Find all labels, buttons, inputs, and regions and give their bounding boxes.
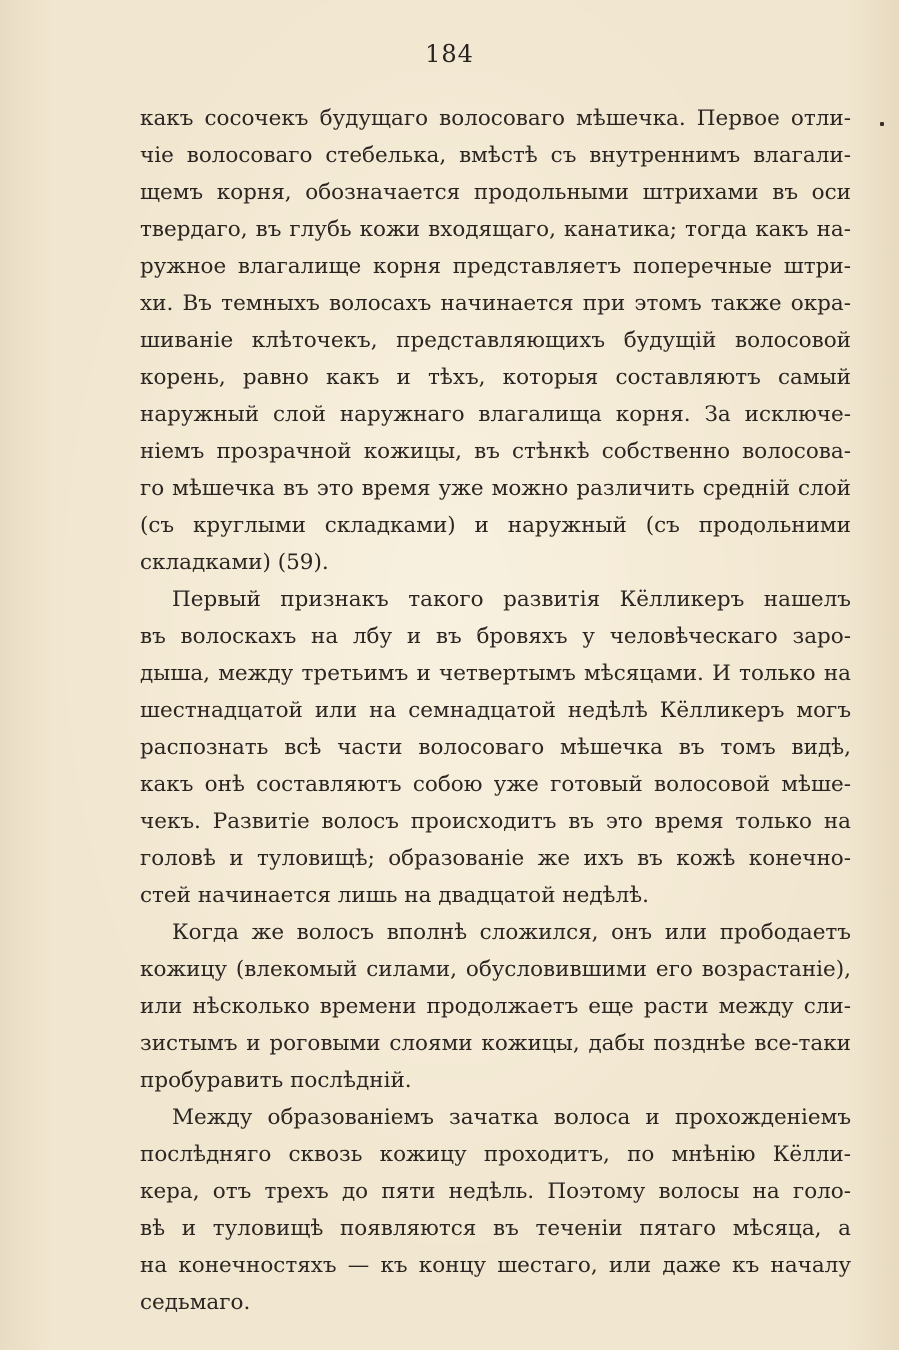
text-line: ніемъ прозрачной кожицы, въ стѣнкѣ собственно волосова- (140, 439, 851, 464)
text-line: въ волоскахъ на лбу и въ бровяхъ у человѣческаго заро- (140, 624, 851, 649)
text-line: ружное влагалище корня представляетъ поперечные штри- (140, 254, 851, 279)
text-line: щемъ корня, обозначается продольными штрихами въ оси (140, 180, 851, 205)
text-line: стей начинается лишь на двадцатой недѣлѣ. (140, 883, 649, 908)
text-line: шестнадцатой или на семнадцатой недѣлѣ Кёлликеръ могъ (140, 698, 851, 723)
text-line: головѣ и туловищѣ; образованіе же ихъ въ кожѣ конечно- (140, 846, 851, 871)
text-line: Когда же волосъ вполнѣ сложился, онъ или прободаетъ (172, 920, 851, 945)
text-line: корень, равно какъ и тѣхъ, которыя составляютъ самый (140, 365, 851, 390)
margin-mark (880, 122, 884, 126)
text-line: вѣ и туловищѣ появляются въ теченіи пятаго мѣсяца, а (140, 1216, 851, 1241)
text-line: послѣдняго сквозь кожицу проходитъ, по мнѣнію Кёлли- (140, 1142, 851, 1167)
text-line: (съ круглыми складками) и наружный (съ продольними (140, 513, 851, 538)
body-text (140, 100, 851, 1321)
text-line: наружный слой наружнаго влагалища корня. За исключе- (140, 402, 851, 427)
text-line: чіе волосоваго стебелька, вмѣстѣ съ внутреннимъ влагали- (140, 143, 851, 168)
text-line: какъ сосочекъ будущаго волосоваго мѣшечка. Первое отли- (140, 106, 851, 131)
text-line: распознать всѣ части волосоваго мѣшечка въ томъ видѣ, (140, 735, 851, 760)
text-line: седьмаго. (140, 1290, 251, 1315)
text-line: дыша, между третьимъ и четвертымъ мѣсяцами. И только на (140, 661, 851, 686)
text-line: на конечностяхъ — къ концу шестаго, или даже къ началу (140, 1253, 851, 1278)
text-line: твердаго, въ глубь кожи входящаго, канатика; тогда какъ на- (140, 217, 851, 242)
text-line: Между образованіемъ зачатка волоса и прохожденіемъ (172, 1105, 851, 1130)
text-line: или нѣсколько времени продолжаетъ еще расти между сли- (140, 994, 851, 1019)
text-line: хи. Въ темныхъ волосахъ начинается при этомъ также окра- (140, 291, 851, 316)
text-line: Первый признакъ такого развитія Кёлликеръ нашелъ (172, 587, 851, 612)
page-number: 184 (425, 40, 474, 68)
text-line: кожицу (влекомый силами, обусловившими его возрастаніе), (140, 957, 851, 982)
text-line: пробуравить послѣдній. (140, 1068, 412, 1093)
text-line: зистымъ и роговыми слоями кожицы, дабы позднѣе все-таки (140, 1031, 851, 1056)
text-line: кера, отъ трехъ до пяти недѣль. Поэтому волосы на голо- (140, 1179, 851, 1204)
text-line: шиваніе клѣточекъ, представляющихъ будущій волосовой (140, 328, 851, 353)
text-line: какъ онѣ составляютъ собою уже готовый волосовой мѣше- (140, 772, 851, 797)
text-line: складками) (59). (140, 550, 329, 575)
text-line: го мѣшечка въ это время уже можно различить средній слой (140, 476, 851, 501)
text-line: чекъ. Развитіе волосъ происходитъ въ это время только на (140, 809, 851, 834)
